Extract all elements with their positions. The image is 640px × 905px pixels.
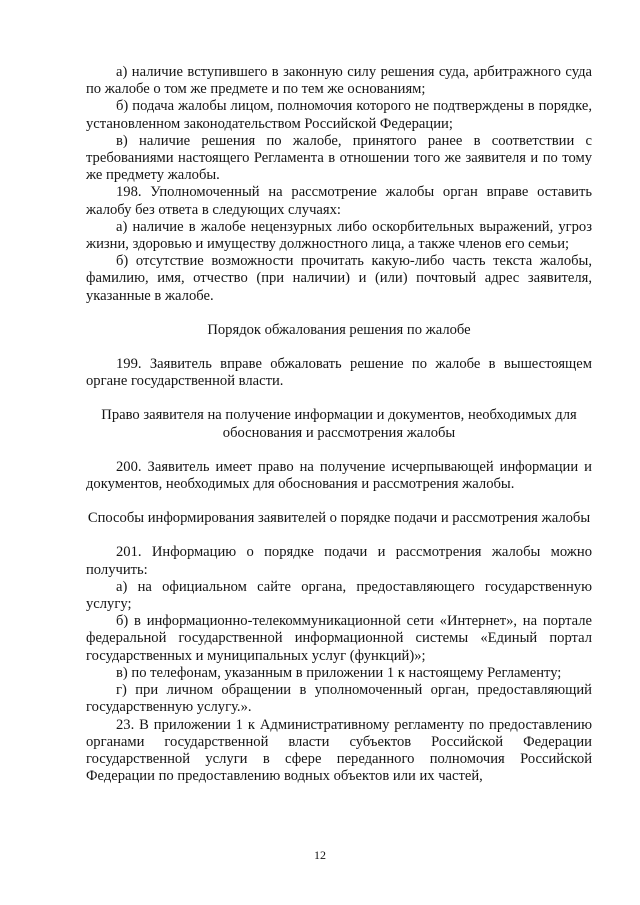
section-heading-informing-methods: Способы информирования заявителей о порядке подачи и рассмотрения жалобы bbox=[87, 510, 591, 527]
paragraph-item-v-previous-decision: в) наличие решения по жалобе, принятого ранее в соответствии с требованиями настоящего Регламента в отношении того же заявителя и по тому же предмету жалобы. bbox=[86, 132, 592, 184]
paragraph-199: 199. Заявитель вправе обжаловать решение по жалобе в вышестоящем органе государственной власти. bbox=[86, 356, 592, 390]
paragraph-23: 23. В приложении 1 к Административному регламенту по предоставлению органами государственной власти субъектов Российской Федерации государственной услуги в сфере переданного полномочия Российской Федерации по предоставлению водных объектов или их частей, bbox=[86, 716, 592, 785]
section-heading-right-to-information: Право заявителя на получение информации и документов, необходимых для обоснования и рассмотрения жалобы bbox=[101, 407, 577, 441]
section-heading-appeal-order: Порядок обжалования решения по жалобе bbox=[207, 321, 471, 338]
paragraph-201-item-a: а) на официальном сайте органа, предоставляющего государственную услугу; bbox=[86, 578, 592, 613]
paragraph-201-item-g: г) при личном обращении в уполномоченный орган, предоставляющий государственную услугу.». bbox=[86, 682, 592, 716]
page-number: 12 bbox=[314, 848, 326, 862]
paragraph-198-item-a: а) наличие в жалобе нецензурных либо оскорбительных выражений, угроз жизни, здоровью и имуществу должностного лица, а также членов его семьи; bbox=[86, 218, 592, 253]
paragraph-201-item-v: в) по телефонам, указанным в приложении 1 к настоящему Регламенту; bbox=[116, 664, 562, 681]
paragraph-201: 201. Информацию о порядке подачи и рассмотрения жалобы можно получить: bbox=[86, 544, 592, 578]
paragraph-201-item-b: б) в информационно-телекоммуникационной сети «Интернет», на портале федеральной государственной информационной системы «Единый портал государственных и муниципальных услуг (функций)»; bbox=[86, 613, 592, 664]
paragraph-200: 200. Заявитель имеет право на получение исчерпывающей информации и документов, необходимых для обоснования и рассмотрения жалобы. bbox=[86, 458, 592, 493]
paragraph-item-a-court: а) наличие вступившего в законную силу решения суда, арбитражного суда по жалобе о том же предмете и по тем же основаниям; bbox=[86, 64, 592, 98]
paragraph-198-item-b: б) отсутствие возможности прочитать какую-либо часть текста жалобы, фамилию, имя, отчество (при наличии) и (или) почтовый адрес заявителя, указанные в жалобе. bbox=[86, 253, 592, 304]
paragraph-item-b-authority: б) подача жалобы лицом, полномочия которого не подтверждены в порядке, установленном законодательством Российской Федерации; bbox=[86, 98, 592, 132]
paragraph-198: 198. Уполномоченный на рассмотрение жалобы орган вправе оставить жалобу без ответа в следующих случаях: bbox=[86, 184, 592, 218]
document-body bbox=[86, 64, 592, 785]
